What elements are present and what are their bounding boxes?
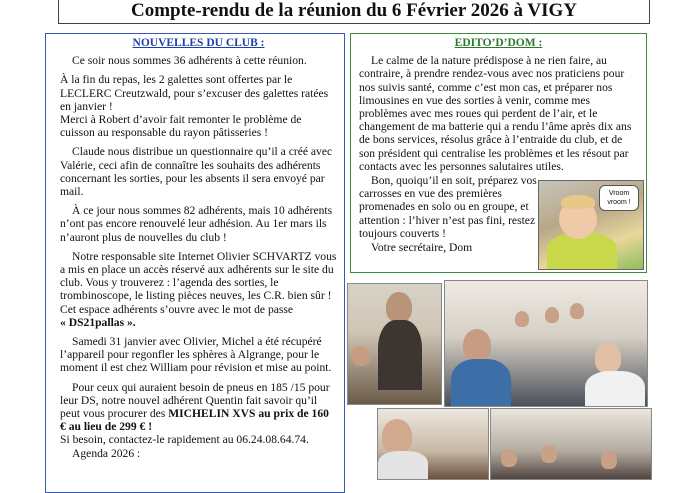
member-shirt-2 (585, 371, 645, 407)
news-paragraph-thanks: Merci à Robert d’avoir fait remonter le problème de cuisson au responsable du rayon pâtisseries ! (60, 113, 302, 140)
club-news-column (45, 33, 345, 493)
news-paragraph-galettes: À la fin du repas, les 2 galettes sont offertes par le LECLERC Creutzwald, pour s’excuser des galettes ratées en janvier ! (60, 73, 329, 113)
speech-bubble: Vroom vroom ! (599, 185, 639, 211)
member-head-9 (601, 451, 617, 469)
meeting-photo-3 (377, 408, 489, 480)
news-paragraph-website (60, 250, 337, 329)
club-news-heading: NOUVELLES DU CLUB : (132, 37, 265, 49)
edito-paragraph-1: Le calme de la nature prédispose à ne rien faire, au contraire, à prendre rendez-vous avec nos praticiens pour nos suivis santé, comme c’est mon cas, et préparer nos limousines en vue des sorties à venir, comme mes problèmes avec mes roues qui perdent de l’air, et le changement de ma batterie qui a rendu l’âme après dix ans de bons services, résolus grâce à l’entraide du club, et de son président qui centralise les problèmes et les résout par contacts avec les personnes salutaires utiles. (359, 54, 632, 173)
speaker-head (386, 292, 412, 322)
edito-heading: EDITO’D’DOM : (454, 37, 543, 49)
news-paragraph-members: À ce jour nous sommes 82 adhérents, mais 10 adhérents n’ont pas encore renouvelé leur adhésion. Au 1er mars ils n’auront plus de nouvelles du club ! (60, 204, 333, 244)
page-title: Compte-rendu de la réunion du 6 Février 2026 à VIGY (58, 0, 650, 24)
news-paragraph-spheres: Samedi 31 janvier avec Olivier, Michel a été récupéré l’appareil pour regonfler les sphères à Algrange, pour le moment il est chez William pour révision et mise au point. (60, 335, 332, 375)
website-text: Notre responsable site Internet Olivier SCHVARTZ vous a mis en place un accès réservé aux adhérents sur le site du club. Vous y trouverez : l’agenda des sorties, le trombinoscope, le listing pièces neuves, les C.R. bien sûr ! Cet espace adhérents s’ouvre avec le mot de passe (60, 249, 337, 316)
news-paragraph-contact: Si besoin, contactez-le rapidement au 06.24.08.64.74. (60, 433, 309, 447)
meeting-photo-speaker (347, 283, 442, 405)
tyres-offer: MICHELIN XVS au prix de 160 € au lieu de 299 € ! (60, 407, 329, 434)
password-text: « DS21pallas ». (60, 315, 136, 329)
edito-signature: Votre secrétaire, Dom (371, 241, 473, 255)
member-shirt-1 (451, 359, 511, 407)
meeting-photo-table (444, 280, 648, 407)
member-head-1 (463, 329, 491, 361)
member-head-4 (545, 307, 559, 323)
child-car-photo (538, 180, 644, 270)
child-hair (561, 195, 595, 209)
meeting-photo-4 (490, 408, 652, 480)
member-head-3 (515, 311, 529, 327)
tyres-text: Pour ceux qui auraient besoin de pneus en 185 /15 pour leur DS, notre nouvel adhérent Quentin fait savoir qu’il peut vous procurer des (60, 380, 330, 421)
news-paragraph-agenda: Agenda 2026 : (72, 446, 141, 460)
guest-head (352, 346, 370, 366)
speaker-body (378, 320, 422, 390)
member-head-2 (595, 343, 621, 373)
member-head-7 (501, 449, 517, 467)
news-paragraph-questionnaire: Claude nous distribue un questionnaire qu’il a créé avec Valérie, ceci afin de connaître les souhaits des adhérents concernant les sorties, pour les absents il sera envoyé par mail. (60, 145, 333, 199)
member-head-8 (541, 445, 557, 463)
member-head-6 (382, 419, 412, 453)
edito-paragraph-2: Bon, quoiqu’il en soit, préparez vos carrosses en vue des premières promenades en solo ou en groupe, et attention : l’hiver n’est pas fini, restez toujours couverts ! (359, 174, 537, 240)
news-paragraph-tyres (60, 381, 337, 434)
member-head-5 (570, 303, 584, 319)
news-paragraph-attendance: Ce soir nous sommes 36 adhérents à cette réunion. (72, 54, 307, 68)
